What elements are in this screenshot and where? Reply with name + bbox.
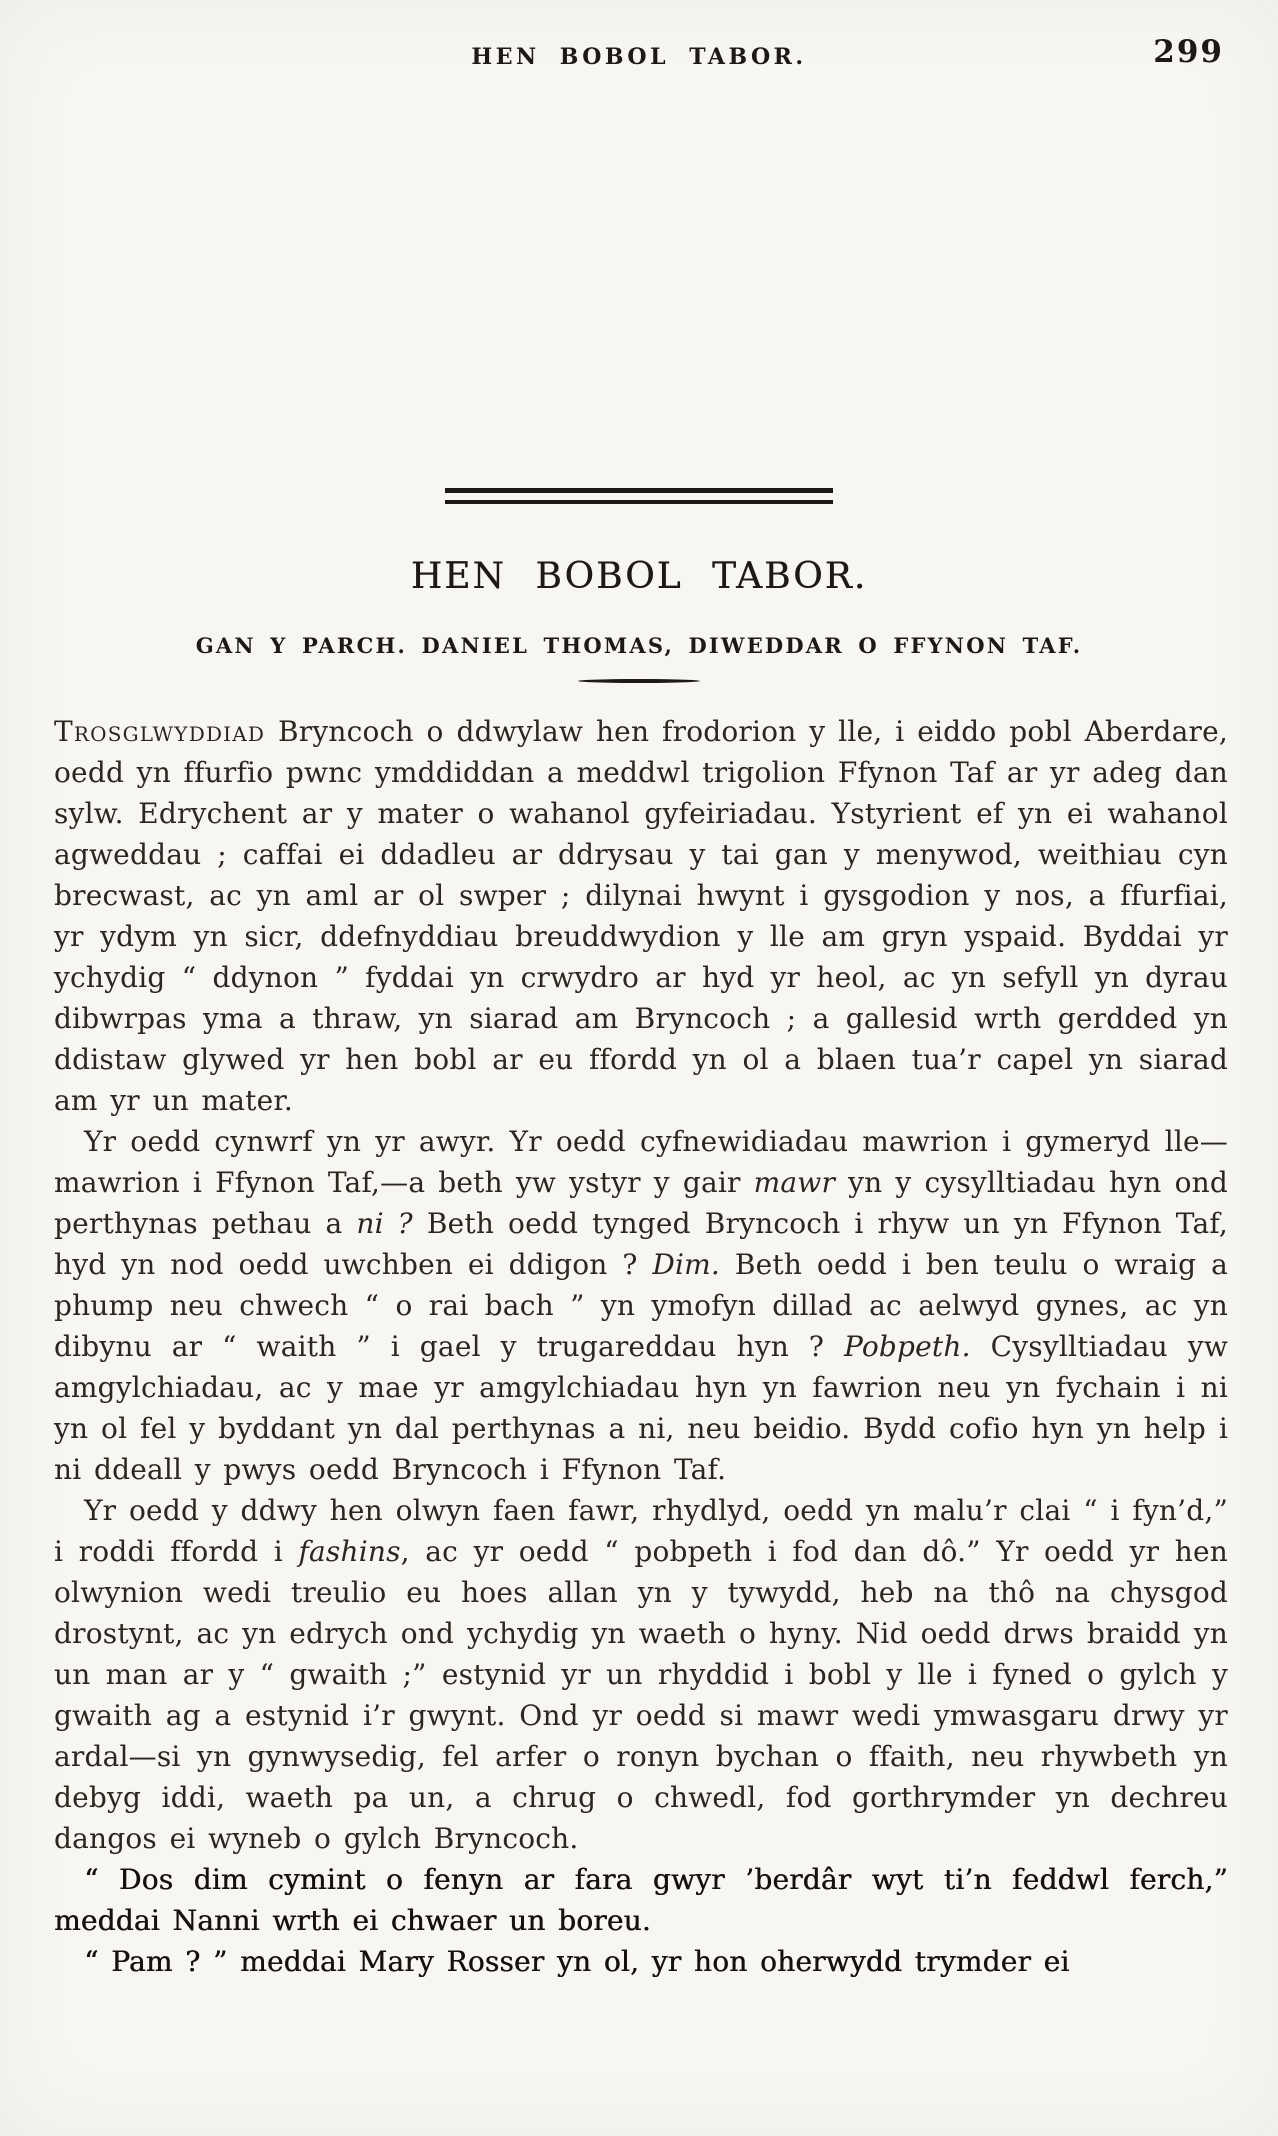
text-segment: Bryncoch o ddwylaw hen frodorion y lle, i eiddo pobl Aberdare, oedd yn ffurfio pwnc ymddiddan a meddwl trigolion Ffynon Taf ar yr adeg dan sylw. Edrychent ar y mater o wahanol gyfeiriadau. Ystyrient ef yn ei wahanol agweddau ; caffai ei ddadleu ar ddrysau y tai gan y menywod, weithiau cyn brecwast, ac yn aml ar ol swper ; dilynai hwynt i gysgodion y nos, a ffurfiai, yr ydym yn sicr, ddefnyddiau breuddwydion y lle am gryn yspaid. Byddai yr ychydig “ ddynon ” fyddai yn crwydro ar hyd yr heol, ac yn sefyll yn dyrau dibwrpas yma a thraw, yn siarad am Bryncoch ; a gallesid wrth gerdded yn ddistaw glywed yr hen bobl ar eu ffordd yn ol a blaen tua’r capel yn siarad am yr un mater.: [54, 715, 1228, 1117]
text-segment: “ Pam ? ” meddai Mary Rosser yn ol, yr hon oherwydd trymder ei: [84, 1945, 1070, 1978]
text-segment: ni ?: [356, 1207, 413, 1240]
article-title: HEN BOBOL TABOR.: [410, 556, 868, 597]
article-byline: GAN Y PARCH. DANIEL THOMAS, DIWEDDAR O FFYNON TAF.: [195, 633, 1083, 658]
text-segment: Dim.: [652, 1248, 721, 1281]
text-segment: Yr oedd y ddwy hen olwyn faen fawr, rhydlyd, oedd yn malu’r clai “ i fyn’d,” i roddi ffordd i: [54, 1494, 1228, 1568]
paragraph: [54, 1490, 1228, 1859]
paragraph: [54, 711, 1228, 1121]
byline-divider-rule: [578, 679, 700, 683]
running-header: [0, 0, 1278, 90]
text-segment: Trosglwyddiad: [54, 715, 266, 748]
text-segment: , ac yr oedd “ pobpeth i fod dan dô.” Yr oedd yr hen olwynion wedi treulio eu hoes allan yn y tywydd, heb na thô na chysgod drostynt, ac yn edrych ond ychydig yn waeth o hyny. Nid oedd drws braidd yn un man ar y “ gwaith ;” estynid yr un rhyddid i bobl y lle i fyned o gylch y gwaith ag a estynid i’r gwynt. Ond yr oedd si mawr wedi ymwasgaru drwy yr ardal—si yn gynwysedig, fel arfer o ronyn bychan o ffaith, neu rhywbeth yn debyg iddi, waeth pa un, a chrug o chwedl, fod gorthrymder yn dechreu dangos ei wyneb o gylch Bryncoch.: [54, 1535, 1228, 1855]
paragraph: [54, 1859, 1228, 1941]
paragraph: [54, 1941, 1228, 1982]
paragraph: [54, 1121, 1228, 1490]
text-segment: Yr oedd cynwrf yn yr awyr. Yr oedd cyfnewidiadau mawrion i gymeryd lle—mawrion i Ffynon Taf,—a beth yw ystyr y gair: [54, 1125, 1228, 1199]
text-segment: Cysylltiadau yw amgylchiadau, ac y mae yr amgylchiadau hyn yn fawrion neu yn fychain i ni yn ol fel y byddant yn dal perthynas a ni, neu beidio. Bydd cofio hyn yn help i ni ddeall y pwys oedd Bryncoch i Ffynon Taf.: [54, 1330, 1228, 1486]
text-segment: Beth oedd i ben teulu o wraig a phump neu chwech “ o rai bach ” yn ymofyn dillad ac aelwyd gynes, ac yn dibynu ar “ waith ” i gael y trugareddau hyn ?: [54, 1248, 1228, 1363]
section-double-rule: [445, 488, 833, 504]
body-text: [54, 711, 1228, 1982]
running-title: HEN BOBOL TABOR.: [471, 44, 807, 70]
text-segment: Beth oedd tynged Bryncoch i rhyw un yn Ffynon Taf, hyd yn nod oedd uwchben ei ddigon ?: [54, 1207, 1229, 1281]
text-segment: Pobpeth.: [843, 1330, 971, 1363]
text-segment: mawr: [753, 1166, 836, 1199]
text-segment: yn y cysylltiadau hyn ond perthynas pethau a: [54, 1166, 1228, 1240]
text-segment: “ Dos dim cymint o fenyn ar fara gwyr ’berdâr wyt ti’n feddwl ferch,” meddai Nanni wrth ei chwaer un boreu.: [54, 1863, 1228, 1937]
text-segment: fashins: [298, 1535, 401, 1568]
page-number: 299: [1153, 34, 1224, 70]
